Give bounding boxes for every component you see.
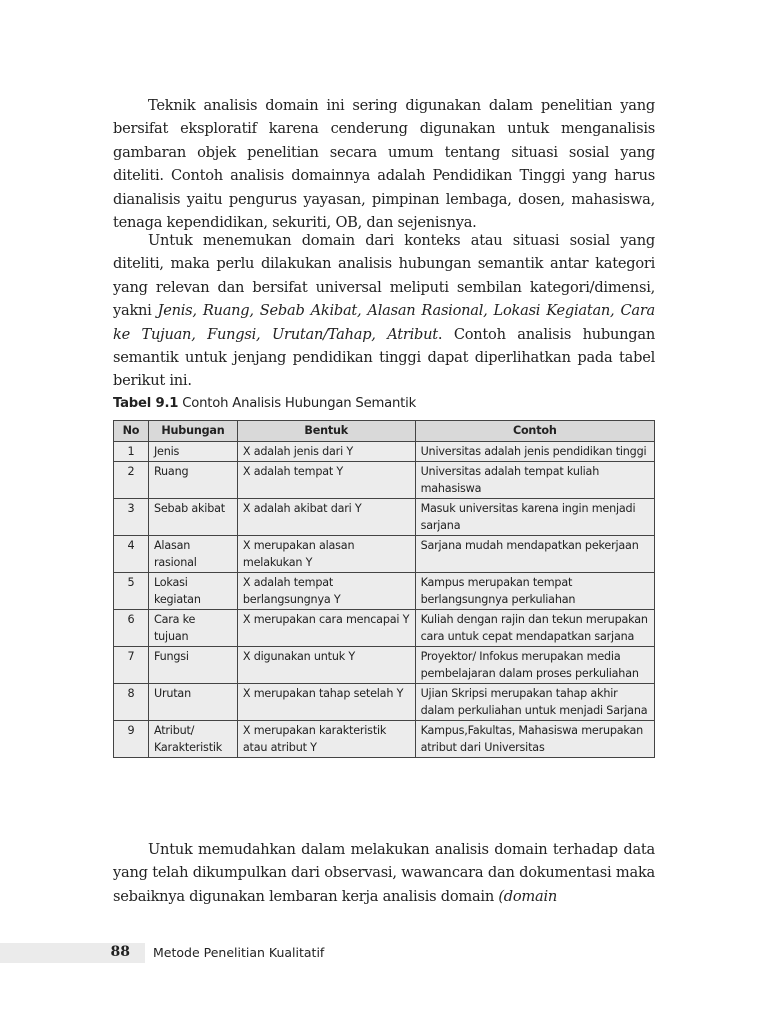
cell-no: 1: [114, 442, 149, 462]
cell-no: 6: [114, 610, 149, 647]
table-header-row: [114, 421, 655, 442]
cell-no: 8: [114, 684, 149, 721]
cell-bentuk: X merupakan karakteristik atau atribut Y: [237, 721, 415, 758]
cell-hubungan: Fungsi: [148, 647, 237, 684]
cell-bentuk: X adalah jenis dari Y: [237, 442, 415, 462]
column-header-contoh: Contoh: [415, 421, 654, 442]
paragraph-2-text-b: . Contoh analisis hubungan semantik untuk jenjang pendidikan tinggi dapat diperlihatkan pada tabel berikut ini.: [113, 325, 655, 390]
cell-no: 2: [114, 462, 149, 499]
table-row: [114, 721, 655, 758]
cell-bentuk: X merupakan tahap setelah Y: [237, 684, 415, 721]
table-row: [114, 610, 655, 647]
cell-bentuk: X merupakan cara mencapai Y: [237, 610, 415, 647]
cell-no: 5: [114, 573, 149, 610]
paragraph-3-italic: (domain: [498, 887, 558, 905]
table-caption: [113, 396, 416, 411]
paragraph-2-text-a: Untuk menemukan domain dari konteks atau situasi sosial yang diteliti, maka perlu dilakukan analisis hubungan semantik antar kategori yang relevan dan bersifat universal meliputi sembilan kategori/dimensi, yakni: [113, 232, 655, 320]
table-row: [114, 462, 655, 499]
column-header-hubungan: Hubungan: [148, 421, 237, 442]
cell-contoh: Kuliah dengan rajin dan tekun merupakan cara untuk cepat mendapatkan sarjana: [415, 610, 654, 647]
cell-hubungan: Cara ke tujuan: [148, 610, 237, 647]
page-number: 88: [110, 944, 130, 960]
cell-no: 9: [114, 721, 149, 758]
cell-hubungan: Alasan rasional: [148, 536, 237, 573]
cell-bentuk: X merupakan alasan melakukan Y: [237, 536, 415, 573]
cell-hubungan: Ruang: [148, 462, 237, 499]
paragraph-2-categories: Jenis, Ruang, Sebab Akibat, Alasan Rasional, Lokasi Kegiatan, Cara ke Tujuan, Fungsi, Urutan/Tahap, Atribut: [113, 302, 655, 343]
cell-no: 4: [114, 536, 149, 573]
cell-contoh: Kampus,Fakultas, Mahasiswa merupakan atribut dari Universitas: [415, 721, 654, 758]
cell-no: 7: [114, 647, 149, 684]
table-row: [114, 647, 655, 684]
table-row: [114, 573, 655, 610]
cell-contoh: Masuk universitas karena ingin menjadi sarjana: [415, 499, 654, 536]
cell-contoh: Proyektor/ Infokus merupakan media pembelajaran dalam proses perkuliahan: [415, 647, 654, 684]
semantic-relation-table: [113, 420, 655, 758]
cell-bentuk: X adalah akibat dari Y: [237, 499, 415, 536]
cell-bentuk: X adalah tempat berlangsungnya Y: [237, 573, 415, 610]
column-header-no: No: [114, 421, 149, 442]
table-row: [114, 684, 655, 721]
paragraph-1: Teknik analisis domain ini sering digunakan dalam penelitian yang bersifat eksploratif karena cenderung digunakan untuk menganalisis gambaran objek penelitian secara umum tentang situasi sosial yang diteliti. Contoh analisis domainnya adalah Pendidikan Tinggi yang harus dianalisis yaitu pengurus yayasan, pimpinan lembaga, dosen, mahasiswa, tenaga kependidikan, sekuriti, OB, dan sejenisnya.: [113, 97, 655, 232]
cell-no: 3: [114, 499, 149, 536]
cell-contoh: Universitas adalah jenis pendidikan tinggi: [415, 442, 654, 462]
cell-hubungan: Jenis: [148, 442, 237, 462]
table-caption-label: Tabel 9.1: [113, 396, 179, 411]
cell-contoh: Ujian Skripsi merupakan tahap akhir dalam perkuliahan untuk menjadi Sarjana: [415, 684, 654, 721]
column-header-bentuk: Bentuk: [237, 421, 415, 442]
cell-hubungan: Urutan: [148, 684, 237, 721]
cell-bentuk: X adalah tempat Y: [237, 462, 415, 499]
cell-hubungan: Sebab akibat: [148, 499, 237, 536]
cell-hubungan: Atribut/ Karakteristik: [148, 721, 237, 758]
table-row: [114, 536, 655, 573]
paragraph-3-text: Untuk memudahkan dalam melakukan analisis domain terhadap data yang telah dikumpulkan dari observasi, wawancara dan dokumentasi maka sebaiknya digunakan lembaran kerja analisis domain: [113, 841, 655, 905]
cell-contoh: Sarjana mudah mendapatkan pekerjaan: [415, 536, 654, 573]
paragraph-2: [113, 229, 655, 393]
paragraph-3: [113, 838, 655, 908]
table-row: [114, 499, 655, 536]
book-title: Metode Penelitian Kualitatif: [153, 945, 325, 960]
cell-contoh: Kampus merupakan tempat berlangsungnya perkuliahan: [415, 573, 654, 610]
cell-bentuk: X digunakan untuk Y: [237, 647, 415, 684]
cell-hubungan: Lokasi kegiatan: [148, 573, 237, 610]
cell-contoh: Universitas adalah tempat kuliah mahasiswa: [415, 462, 654, 499]
table-caption-text: Contoh Analisis Hubungan Semantik: [178, 396, 417, 411]
table-row: [114, 442, 655, 462]
